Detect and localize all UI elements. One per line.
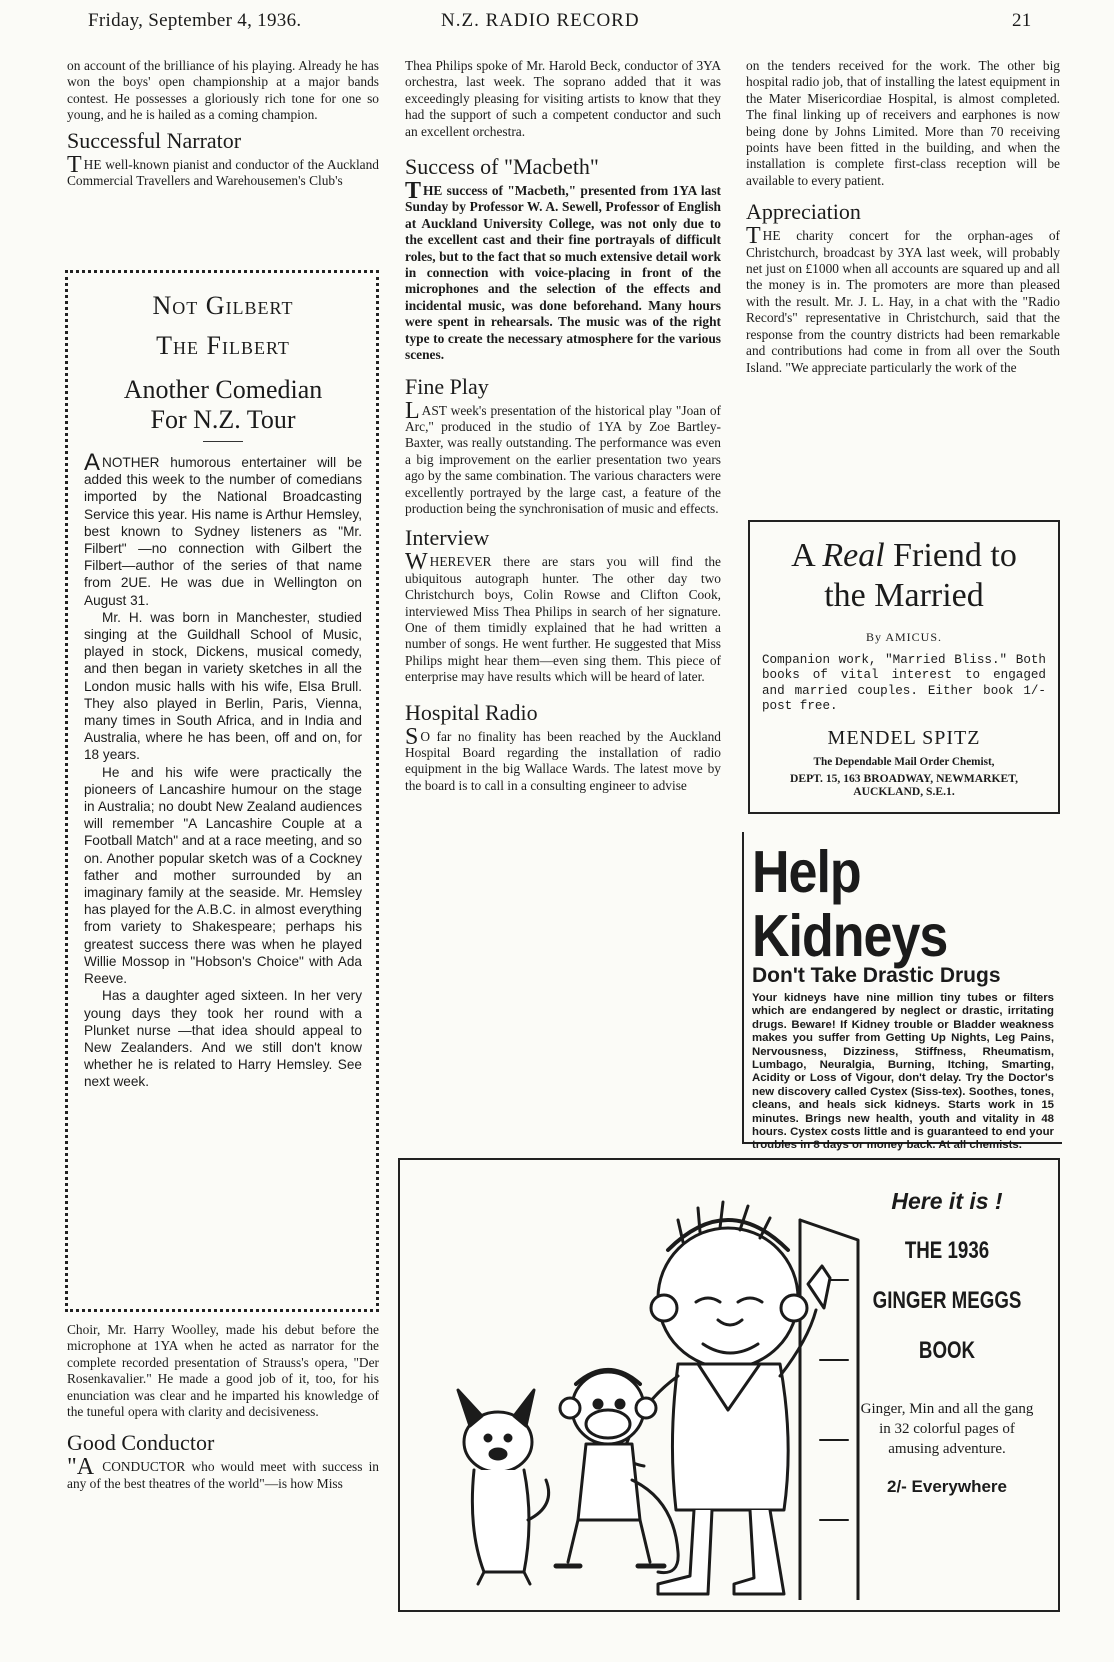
issue-date: Friday, September 4, 1936.: [88, 10, 302, 31]
advert-headline: Help Kidneys: [752, 838, 948, 970]
drop-cap: W: [405, 549, 428, 576]
heading-success-of-macbeth: Success of "Macbeth": [405, 154, 599, 180]
article-macbeth: THE success of "Macbeth," presented from 1YA last Sunday by Professor W. A. Sewell, Professor of English at Auckland University College, was not only due to the excellent cast and their fine portrayals of difficult roles, but to the fact that so much extensive detail work in connection with voice-placing in front of the microphones and the selection of the effects and incidental music, was done beforehand. Many hours were spent in rehearsals. The music was of the right type to create the necessary atmosphere for the various scenes.: [405, 178, 721, 363]
heading-hospital-radio: Hospital Radio: [405, 699, 538, 725]
drop-cap: T: [405, 178, 422, 205]
column-1-top: [67, 58, 379, 189]
article-continuation: Thea Philips spoke of Mr. Harold Beck, conductor of 3YA orchestra, last week. The soprano added that it was exceedingly pleasing for visiting artists to know that they had the support of such a competent conductor and such an excellent orchestra.: [405, 58, 721, 139]
drop-cap: A: [84, 449, 101, 476]
advert-ginger-meggs: [398, 1158, 1060, 1612]
advert-author: By AMICUS.: [865, 630, 943, 644]
column-3: [746, 58, 1060, 376]
advert-text-panel: [842, 1176, 1052, 1604]
advert-callout: Here it is !: [891, 1188, 1003, 1214]
article-continuation: on account of the brilliance of his playing. Already he has won the boys' open championship at a major bands contest. He possesses a gloriously rich tone for one so young, and he is hailed as a coming champion.: [67, 58, 379, 123]
advert-title-line3: BOOK: [918, 1337, 976, 1364]
heading-successful-narrator: Successful Narrator: [67, 127, 242, 153]
article-appreciation: THE charity concert for the orphan-ages of Christchurch, broadcast by 3YA last week, will probably net just on £1000 when all accounts are squared up and all the money is in. The promoters are more than pleased with the result. Mr. J. L. Hay, in a chat with the "Radio Record's" representative in Christchurch, said that the response from the country districts had been remarkable and contributions had come in from all over the South Island. "We appreciate particularly the work of the: [746, 223, 1060, 375]
drop-cap: L: [405, 397, 420, 424]
drop-cap: T: [746, 223, 761, 250]
advert-price: 2/- Everywhere: [886, 1477, 1007, 1496]
advert-headline: A Real Friend to: [791, 537, 1017, 574]
publication-title: N.Z. RADIO RECORD: [441, 10, 640, 31]
article-narrator-end: Choir, Mr. Harry Woolley, made his debut before the microphone at 1YA when he acted as narrator for the complete recorded presentation of Strauss's opera, "Der Rosenkavalier." He made a good job of it, too, for his enunciation was clear and he imparted his knowledge of the tuneful opera with clarity and decisiveness.: [67, 1322, 379, 1420]
feature-box-not-gilbert: [65, 270, 379, 1312]
article-continuation: on the tenders received for the work. The other big hospital radio job, that of installing the latest equipment in the Mater Misericordiae Hospital, is almost completed. The final linking up of receivers and earphones is now being done by Johns Limited. More than 70 receiving points have been fitted in the building, and when the installation is complete first-class reception will be available to every patient.: [746, 58, 1060, 188]
page-header: [0, 6, 1114, 40]
advert-address: DEPT. 15, 163 BROADWAY, NEWMARKET, AUCKLAND, S.E.1.: [789, 771, 1019, 798]
advert-vendor: MENDEL SPITZ: [827, 726, 981, 749]
heading-appreciation: Appreciation: [746, 199, 861, 225]
box-subtitle: Another Comedian For N.Z. Tour: [123, 375, 323, 434]
heading-fine-play: Fine Play: [405, 373, 489, 399]
drop-cap: "A: [67, 1454, 95, 1481]
page-number: 21: [1012, 10, 1032, 31]
divider: [203, 441, 243, 442]
column-1-bottom: [67, 1322, 379, 1492]
advert-tagline: The Dependable Mail Order Chemist,: [813, 755, 995, 768]
advert-title-line1: THE 1936: [904, 1237, 990, 1264]
box-title-line2: The Filbert: [156, 331, 290, 360]
column-2: [405, 58, 721, 794]
advert-subheadline: Don't Take Drastic Drugs: [752, 964, 1001, 987]
article-interview: WHEREVER there are stars you will find the ubiquitous autograph hunter. The other day two Christchurch boys, Colin Rowse and Clifton Cook, interviewed Miss Thea Philips in search of her signature. One of them timidly explained that he had written a number of songs. He went further. He suggested that Miss Philips might hear them—even sing them. This piece of enterprise may have results which will be heard of later.: [405, 549, 721, 685]
article-narrator-start: THE well-known pianist and conductor of the Auckland Commercial Travellers and Warehousemen's Club's: [67, 151, 379, 189]
advert-body: Your kidneys have nine million tiny tubes or filters which are endangered by neglect or drastic, irritating drugs. Beware! If Kidney trouble or Bladder weakness makes you suffer from Getting Up Nights, Leg Pains, Nervousness, Dizziness, Stiffness, Rheumatism, Lumbago, Neuralgia, Burning, Itching, Smarting, Acidity or Loss of Vigour, don't delay. Try the Doctor's new discovery called Cystex (Siss-tex). Soothes, tones, cleans, and heals sick kidneys. Starts work in 15 minutes. Brings new health, youth and vitality in 48 hours. Cystex costs little and is guaranteed to end your troubles in 8 days or money back. At all chemists.: [752, 992, 1054, 1152]
article-fine-play: LAST week's presentation of the historical play "Joan of Arc," produced in the studio of 1YA by Zoe Bartley-Baxter, was really outstanding. The performance was even a big improvement on the earlier presentation two years ago by the same combination. The various characters were excellently portrayed by the large cast, a feature of the production being the synchronisation of music and effects.: [405, 397, 721, 516]
drop-cap: T: [67, 151, 82, 178]
heading-interview: Interview: [405, 525, 490, 551]
advert-blurb: Ginger, Min and all the gang in 32 colorful pages of amusing adventure.: [860, 1401, 1034, 1457]
article-hospital-radio: S O far no finality has been reached by the Auckland Hospital Board regarding the installation of radio equipment in the big Wallace Wards. The latest move by the board is to call in a consulting engineer to advise: [405, 723, 721, 793]
advert-married-bliss: A Real Friend to the Married By AMICUS. Companion work, "Married Bliss." Both books of vital interest to engaged and married couples. Either book 1/- post free. MENDEL SPITZ The Dependable Mail Order Chemist, DEPT. 15, 163 BROADWAY, NEWMARKET, AUCKLAND, S.E.1.: [748, 520, 1060, 814]
advert-help-kidneys: [742, 832, 1062, 1152]
drop-cap: S: [405, 723, 419, 750]
heading-good-conductor: Good Conductor: [67, 1430, 215, 1456]
box-title-line1: Not Gilbert: [152, 291, 294, 320]
advert-description: Companion work, "Married Bliss." Both books of vital interest to engaged and married couples. Either book 1/- post free.: [762, 653, 1046, 714]
advert-title-line2: GINGER MEGGS: [872, 1287, 1022, 1314]
article-good-conductor: "A CONDUCTOR who would meet with success in any of the best theatres of the world"—is how Miss: [67, 1454, 379, 1491]
box-article: ANOTHER humorous entertainer will be added this week to the number of comedians imported by the National Broadcasting Service this year. His name is Arthur Hemsley, best known to Sydney listeners as "Mr. Filbert" —no connection with Gilbert the Filbert—author of the series of that name from 2UE. He was due in Wellington on August 31. Mr. H. was born in Manchester, studied singing at the Guildhall School of Music, played in stock, Dickens, musical comedy, and then began in variety sketches in all the London music halls with his wife, Elsa Brull. They also played in Berlin, Paris, Vienna, many times in South Africa, and in India and Australia, where he has been, off and on, for 18 years. He and his wife were practically the pioneers of Lancashire humour on the stage in Australia; no doubt New Zealand audiences will remember "A Lancashire Couple at a Football Match" and at a race meeting, and so on. Another popular sketch was of a Cockney father and mother surrounded by an imaginary family at the seaside. Mr. Hemsley has played for the A.B.C. in almost everything from variety to Shakespeare; perhaps his greatest success there was when he played Willie Mossop in "Hobson's Choice" with Ada Reeve. Has a daughter aged sixteen. In her very young days they took her round with a Plunket nurse —that idea should appeal to New Zealanders. And we still don't know whether he is related to Harry Hemsley. See next week.: [84, 449, 362, 1090]
